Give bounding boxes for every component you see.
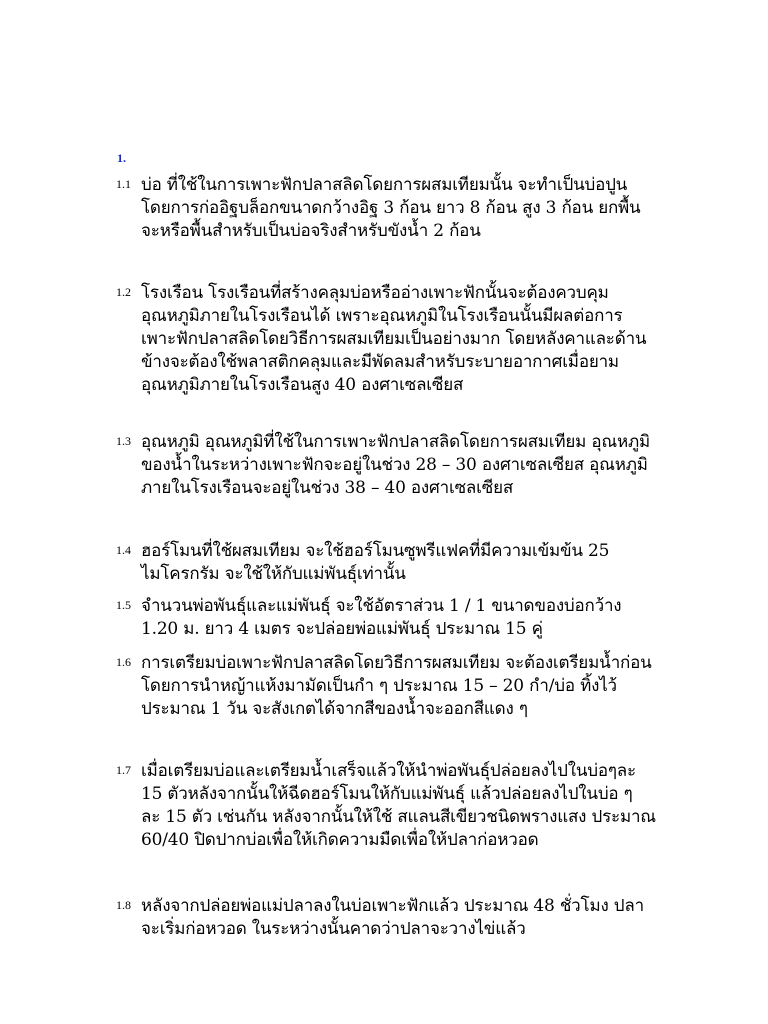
item-number: 1.1	[116, 177, 131, 191]
section-heading-number: 1.	[117, 151, 126, 165]
list-item	[116, 540, 656, 586]
list-item	[116, 652, 656, 721]
item-number: 1.5	[116, 598, 131, 612]
list-item	[116, 760, 656, 852]
item-number: 1.2	[116, 285, 131, 299]
item-text: จำนวนพ่อพันธุ์และแม่พันธุ์ จะใช้อัตราส่วน 1 / 1 ขนาดของบ่อกว้าง 1.20 ม. ยาว 4 เมตร จะปล่อยพ่อแม่พันธุ์ ประมาณ 15 คู่	[141, 596, 622, 639]
item-text: เมื่อเตรียมบ่อและเตรียมน้ำเสร็จแล้วให้นำพ่อพันธุ์ปล่อยลงไปในบ่อๆละ 15 ตัวหลังจากนั้นให้ฉีดฮอร์โมนให้กับแม่พันธุ์ แล้วปล่อยลงไปในบ่อ ๆ ละ 15 ตัว เช่นกัน หลังจากนั้นให้ใช้ สแลนสีเขียวชนิดพรางแสง ประมาณ 60/40 ปิดปากบ่อเพื่อให้เกิดความมืดเพื่อให้ปลาก่อหวอด	[141, 761, 656, 850]
item-text: อุณหภูมิ อุณหภูมิที่ใช้ในการเพาะฟักปลาสลิดโดยการผสมเทียม อุณหภูมิของน้ำในระหว่างเพาะฟักจะอยู่ในช่วง 28 – 30 องศาเซลเซียส อุณหภูมิภายในโรงเรือนจะอยู่ในช่วง 38 – 40 องศาเซลเซียส	[141, 432, 650, 498]
item-text: โรงเรือน โรงเรือนที่สร้างคลุมบ่อหรืออ่างเพาะฟักนั้นจะต้องควบคุมอุณหภูมิภายในโรงเรือนได้ เพราะอุณหภูมิในโรงเรือนนั้นมีผลต่อการเพาะฟักปลาสลิดโดยวิธีการผสมเทียมเป็นอย่างมาก โดยหลังคาและด้านข้างจะต้องใช้พลาสติกคลุมและมีพัดลมสำหรับระบายอากาศเมื่อยามอุณหภูมิภายในโรงเรือนสูง 40 องศาเซลเซียส	[141, 283, 647, 395]
item-text: การเตรียมบ่อเพาะฟักปลาสลิดโดยวิธีการผสมเทียม จะต้องเตรียมน้ำก่อน โดยการนำหญ้าแห้งมามัดเป็นกำ ๆ ประมาณ 15 – 20 กำ/บ่อ ทิ้งไว้ประมาณ 1 วัน จะสังเกตได้จากสีของน้ำจะออกสีแดง ๆ	[141, 653, 652, 719]
item-number: 1.7	[116, 763, 131, 777]
list-item	[116, 431, 656, 500]
list-item	[116, 895, 656, 941]
list-item	[116, 595, 656, 641]
list-item	[116, 174, 656, 243]
item-number: 1.6	[116, 655, 131, 669]
item-text: บ่อ ที่ใช้ในการเพาะฟักปลาสลิดโดยการผสมเทียมนั้น จะทำเป็นบ่อปูนโดยการก่ออิฐบล็อกขนาดกว้างอิฐ 3 ก้อน ยาว 8 ก้อน สูง 3 ก้อน ยกพื้นจะหรือพื้นสำหรับเป็นบ่อจริงสำหรับขังน้ำ 2 ก้อน	[141, 175, 641, 241]
item-number: 1.8	[116, 898, 131, 912]
item-number: 1.4	[116, 543, 131, 557]
item-number: 1.3	[116, 434, 131, 448]
list-item	[116, 282, 656, 397]
item-text: หลังจากปล่อยพ่อแม่ปลาลงในบ่อเพาะฟักแล้ว ประมาณ 48 ชั่วโมง ปลาจะเริ่มก่อหวอด ในระหว่างนั้นคาดว่าปลาจะวางไข่แล้ว	[141, 896, 644, 939]
item-text: ฮอร์โมนที่ใช้ผสมเทียม จะใช้ฮอร์โมนซูพรีแฟคที่มีความเข้มข้น 25 ไมโครกรัม จะใช้ให้กับแม่พันธุ์เท่านั้น	[141, 541, 610, 584]
